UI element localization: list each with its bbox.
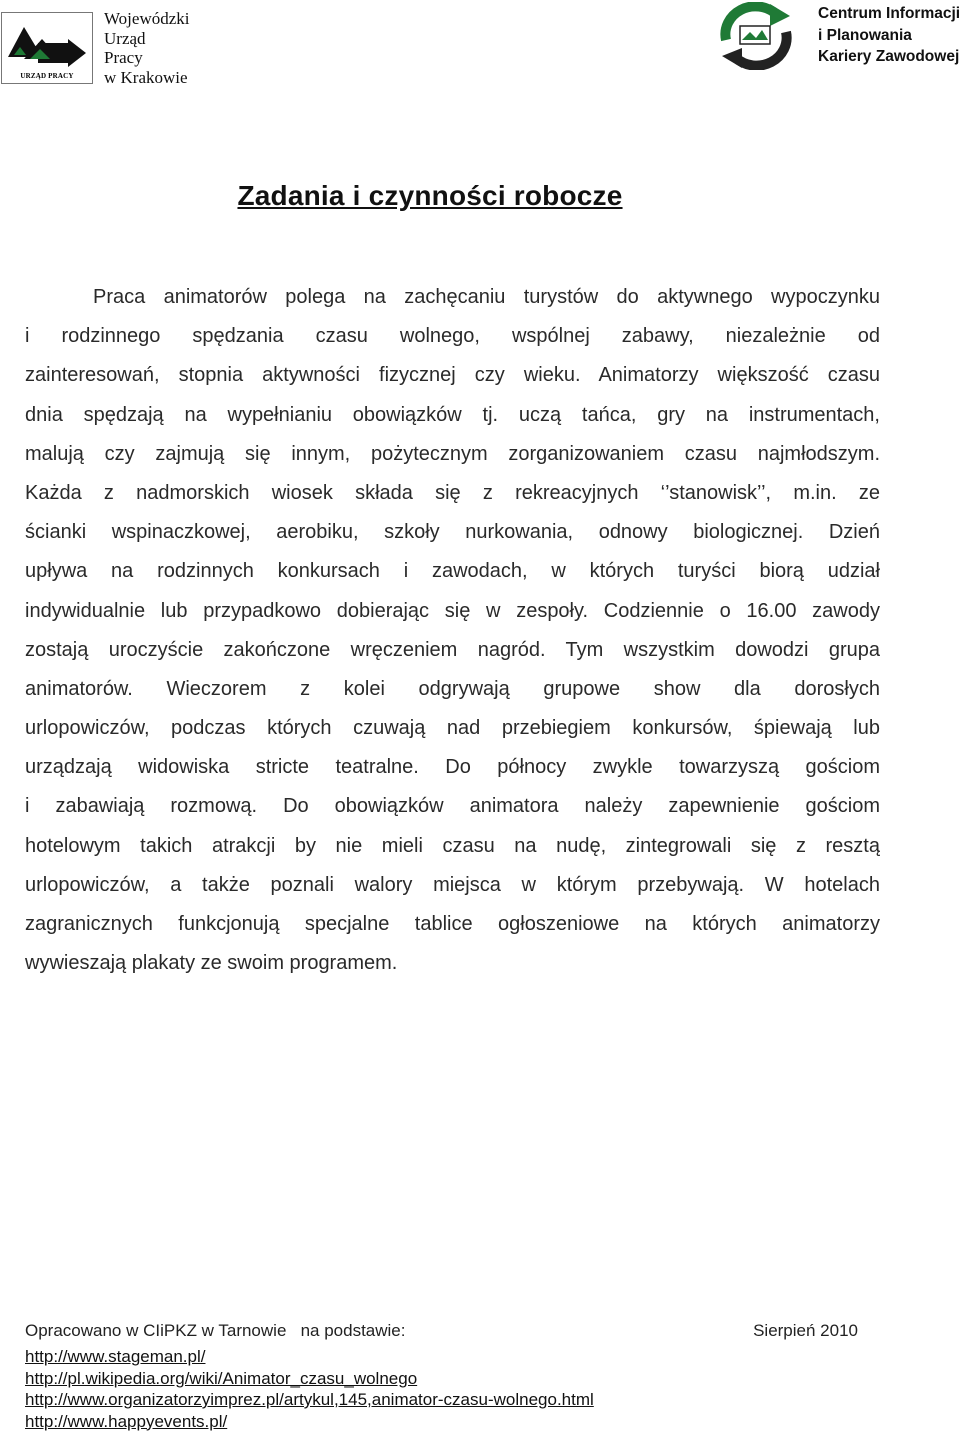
wup-name-line: w Krakowie xyxy=(104,68,190,88)
cipkz-name-line: i Planowania xyxy=(818,25,960,47)
body-paragraph xyxy=(25,278,880,983)
paragraph-line: animatorów. Wieczorem z kolei odgrywają grupowe show dla dorosłych xyxy=(25,670,880,709)
source-link[interactable]: http://www.organizatorzyimprez.pl/artykul,145,animator-czasu-wolnego.html xyxy=(25,1389,594,1411)
wup-emblem-caption: URZĄD PRACY xyxy=(5,72,89,80)
footer-date: Sierpień 2010 xyxy=(753,1321,858,1341)
paragraph-line: wywieszają plakaty ze swoim programem. xyxy=(25,944,880,983)
paragraph-line: dnia spędzają na wypełnianiu obowiązków tj. uczą tańca, gry na instrumentach, xyxy=(25,396,880,435)
paragraph-line: i rodzinnego spędzania czasu wolnego, wspólnej zabawy, niezależnie od xyxy=(25,317,880,356)
cycle-arrows-icon xyxy=(712,2,800,70)
paragraph-line: urlopowiczów, a także poznali walory miejsca w którym przebywają. W hotelach xyxy=(25,866,880,905)
footer-prepared-by xyxy=(25,1321,858,1341)
paragraph-line: hotelowym takich atrakcji by nie mieli czasu na nudę, zintegrowali się z resztą xyxy=(25,827,880,866)
paragraph-line: zagranicznych funkcjonują specjalne tablice ogłoszeniowe na których animatorzy xyxy=(25,905,880,944)
paragraph-line: urlopowiczów, podczas których czuwają nad przebiegiem konkursów, śpiewają lub xyxy=(25,709,880,748)
wup-krakow-logo xyxy=(0,4,200,84)
source-link[interactable]: http://www.stageman.pl/ xyxy=(25,1346,594,1368)
wup-name-line: Pracy xyxy=(104,48,190,68)
paragraph-line: Każda z nadmorskich wiosek składa się z rekreacyjnych ‘’stanowisk’’, m.in. ze xyxy=(25,474,880,513)
wup-emblem xyxy=(1,12,93,84)
paragraph-line: ścianki wspinaczkowej, aerobiku, szkoły nurkowania, odnowy biologicznej. Dzień xyxy=(25,513,880,552)
cipkz-name-line: Kariery Zawodowej xyxy=(818,46,960,68)
paragraph-line: malują czy zajmują się innym, pożytecznym zorganizowaniem czasu najmłodszym. xyxy=(25,435,880,474)
paragraph-line: zainteresowań, stopnia aktywności fizycznej czy wieku. Animatorzy większość czasu xyxy=(25,356,880,395)
paragraph-line: indywidualnie lub przypadkowo dobierając się w zespoły. Codziennie o 16.00 zawody xyxy=(25,592,880,631)
paragraph-line: upływa na rodzinnych konkursach i zawodach, w których turyści biorą udział xyxy=(25,552,880,591)
paragraph-line: zostają uroczyście zakończone wręczeniem nagród. Tym wszystkim dowodzi grupa xyxy=(25,631,880,670)
source-link[interactable]: http://www.happyevents.pl/ xyxy=(25,1411,594,1432)
wup-name-line: Urząd xyxy=(104,29,190,49)
paragraph-line: urządzają widowiska stricte teatralne. Do północy zwykle towarzyszą gościom xyxy=(25,748,880,787)
sources-list xyxy=(25,1346,594,1432)
cipkz-logo xyxy=(710,0,960,72)
wup-name-line: Wojewódzki xyxy=(104,9,190,29)
source-link[interactable]: http://pl.wikipedia.org/wiki/Animator_czasu_wolnego xyxy=(25,1368,594,1390)
cipkz-name-line: Centrum Informacji xyxy=(818,3,960,25)
wup-name xyxy=(104,9,190,87)
page-title: Zadania i czynności robocze xyxy=(0,180,860,212)
prepared-by-text: Opracowano w CIiPKZ w Tarnowie na podstawie: xyxy=(25,1321,405,1340)
paragraph-line: Praca animatorów polega na zachęcaniu turystów do aktywnego wypoczynku xyxy=(25,278,880,317)
cipkz-name xyxy=(818,3,960,68)
paragraph-line: i zabawiają rozmową. Do obowiązków animatora należy zapewnienie gościom xyxy=(25,787,880,826)
